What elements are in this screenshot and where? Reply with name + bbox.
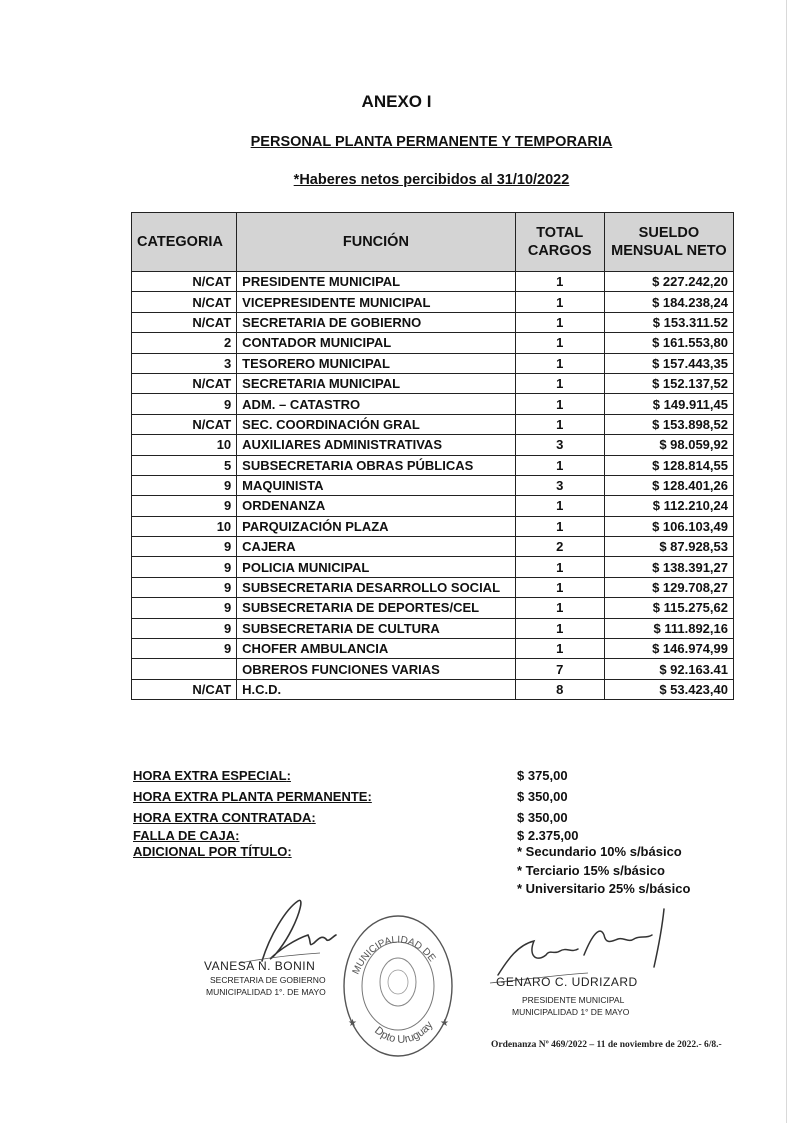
cell-funcion: SUBSECRETARIA DE DEPORTES/CEL bbox=[237, 598, 515, 618]
municipal-seal bbox=[340, 908, 456, 1058]
handwritten-signature-icon bbox=[200, 895, 360, 965]
svg-text:★: ★ bbox=[440, 1018, 449, 1029]
cell-sueldo: $ 227.242,20 bbox=[604, 272, 733, 292]
cell-funcion: SECRETARIA DE GOBIERNO bbox=[237, 312, 515, 332]
table-row bbox=[132, 333, 734, 353]
list-item: * Secundario 10% s/básico bbox=[517, 844, 682, 859]
cell-funcion: SUBSECRETARIA DE CULTURA bbox=[237, 618, 515, 638]
cell-funcion: OBREROS FUNCIONES VARIAS bbox=[237, 659, 515, 679]
signer-title: PRESIDENTE MUNICIPAL bbox=[522, 995, 625, 1005]
table-row bbox=[132, 475, 734, 495]
cell-categoria: N/CAT bbox=[132, 272, 237, 292]
cell-total-cargos: 1 bbox=[515, 577, 604, 597]
cell-total-cargos: 1 bbox=[515, 333, 604, 353]
cell-categoria: N/CAT bbox=[132, 312, 237, 332]
signature-block-left bbox=[200, 895, 360, 1025]
table-row bbox=[132, 496, 734, 516]
table-row bbox=[132, 272, 734, 292]
cell-sueldo: $ 87.928,53 bbox=[604, 537, 733, 557]
cell-categoria: 9 bbox=[132, 557, 237, 577]
table-row bbox=[132, 557, 734, 577]
extra-row-hora-especial bbox=[133, 768, 733, 786]
cell-categoria: 9 bbox=[132, 537, 237, 557]
document-title: ANEXO I bbox=[361, 92, 432, 111]
cell-categoria: 9 bbox=[132, 394, 237, 414]
table-row bbox=[132, 598, 734, 618]
cell-sueldo: $ 161.553,80 bbox=[604, 333, 733, 353]
cell-sueldo: $ 92.163.41 bbox=[604, 659, 733, 679]
cell-sueldo: $ 111.892,16 bbox=[604, 618, 733, 638]
cell-categoria: 9 bbox=[132, 639, 237, 659]
cell-categoria: 9 bbox=[132, 598, 237, 618]
cell-total-cargos: 1 bbox=[515, 414, 604, 434]
cell-funcion: CONTADOR MUNICIPAL bbox=[237, 333, 515, 353]
cell-total-cargos: 1 bbox=[515, 516, 604, 536]
document-subtitle: PERSONAL PLANTA PERMANENTE Y TEMPORARIA bbox=[250, 134, 613, 150]
cell-funcion: AUXILIARES ADMINISTRATIVAS bbox=[237, 435, 515, 455]
cell-sueldo: $ 138.391,27 bbox=[604, 557, 733, 577]
cell-funcion: POLICIA MUNICIPAL bbox=[237, 557, 515, 577]
signer-organization: MUNICIPALIDAD 1°. DE MAYO bbox=[206, 987, 326, 997]
svg-text:★: ★ bbox=[348, 1018, 357, 1029]
extra-value: $ 350,00 bbox=[517, 810, 568, 825]
signer-name: GENARO C. UDRIZARD bbox=[496, 975, 638, 989]
cell-total-cargos: 2 bbox=[515, 537, 604, 557]
cell-funcion: ADM. – CATASTRO bbox=[237, 394, 515, 414]
cell-funcion: MAQUINISTA bbox=[237, 475, 515, 495]
cell-categoria: 9 bbox=[132, 577, 237, 597]
cell-funcion: ORDENANZA bbox=[237, 496, 515, 516]
table-row bbox=[132, 394, 734, 414]
table-row bbox=[132, 537, 734, 557]
table-body bbox=[132, 272, 734, 700]
extra-label: HORA EXTRA CONTRATADA: bbox=[133, 810, 316, 825]
table-row bbox=[132, 414, 734, 434]
table-row bbox=[132, 353, 734, 373]
table-row bbox=[132, 639, 734, 659]
table-row bbox=[132, 679, 734, 699]
table-row bbox=[132, 373, 734, 393]
cell-sueldo: $ 157.443,35 bbox=[604, 353, 733, 373]
cell-total-cargos: 8 bbox=[515, 679, 604, 699]
table-row bbox=[132, 292, 734, 312]
extra-row-hora-contratada bbox=[133, 810, 733, 828]
footer-ordinance: Ordenanza Nº 469/2022 – 11 de noviembre de 2022.- 6/8.- bbox=[491, 1040, 722, 1050]
cell-total-cargos: 1 bbox=[515, 496, 604, 516]
cell-total-cargos: 1 bbox=[515, 272, 604, 292]
cell-funcion: CAJERA bbox=[237, 537, 515, 557]
table-row bbox=[132, 435, 734, 455]
cell-funcion: PARQUIZACIÓN PLAZA bbox=[237, 516, 515, 536]
cell-sueldo: $ 153.311.52 bbox=[604, 312, 733, 332]
cell-funcion: PRESIDENTE MUNICIPAL bbox=[237, 272, 515, 292]
cell-total-cargos: 1 bbox=[515, 373, 604, 393]
cell-total-cargos: 1 bbox=[515, 618, 604, 638]
cell-total-cargos: 1 bbox=[515, 455, 604, 475]
table-row bbox=[132, 659, 734, 679]
cell-sueldo: $ 53.423,40 bbox=[604, 679, 733, 699]
cell-total-cargos: 1 bbox=[515, 394, 604, 414]
cell-total-cargos: 7 bbox=[515, 659, 604, 679]
cell-sueldo: $ 106.103,49 bbox=[604, 516, 733, 536]
salary-table bbox=[131, 212, 734, 700]
adicional-list bbox=[517, 844, 777, 900]
table-row bbox=[132, 516, 734, 536]
cell-total-cargos: 1 bbox=[515, 312, 604, 332]
table-header-row bbox=[132, 213, 734, 272]
signer-title: SECRETARIA DE GOBIERNO bbox=[210, 975, 326, 985]
cell-total-cargos: 3 bbox=[515, 475, 604, 495]
table-row bbox=[132, 312, 734, 332]
cell-categoria: 10 bbox=[132, 516, 237, 536]
column-header-categoria: CATEGORIA bbox=[132, 213, 237, 272]
cell-sueldo: $ 153.898,52 bbox=[604, 414, 733, 434]
svg-text:MUNICIPALIDAD DE bbox=[351, 935, 438, 977]
cell-funcion: VICEPRESIDENTE MUNICIPAL bbox=[237, 292, 515, 312]
handwritten-signature-icon bbox=[488, 905, 688, 985]
cell-categoria: 9 bbox=[132, 618, 237, 638]
cell-total-cargos: 1 bbox=[515, 639, 604, 659]
cell-total-cargos: 1 bbox=[515, 557, 604, 577]
extra-row-hora-permanente bbox=[133, 789, 733, 807]
column-header-sueldo: SUELDO MENSUAL NETO bbox=[604, 213, 733, 272]
cell-sueldo: $ 146.974,99 bbox=[604, 639, 733, 659]
signature-block-right bbox=[488, 905, 688, 1035]
cell-sueldo: $ 128.814,55 bbox=[604, 455, 733, 475]
list-item: * Universitario 25% s/básico bbox=[517, 881, 691, 896]
page-edge-line bbox=[786, 0, 787, 1123]
cell-sueldo: $ 149.911,45 bbox=[604, 394, 733, 414]
cell-sueldo: $ 112.210,24 bbox=[604, 496, 733, 516]
seal-top-text: MUNICIPALIDAD DE bbox=[350, 934, 438, 977]
table-row bbox=[132, 455, 734, 475]
cell-categoria: N/CAT bbox=[132, 414, 237, 434]
cell-sueldo: $ 98.059,92 bbox=[604, 435, 733, 455]
cell-funcion: CHOFER AMBULANCIA bbox=[237, 639, 515, 659]
extra-label: FALLA DE CAJA: bbox=[133, 828, 240, 843]
extra-value: $ 375,00 bbox=[517, 768, 568, 783]
cell-categoria: N/CAT bbox=[132, 292, 237, 312]
document-date-note: *Haberes netos percibidos al 31/10/2022 bbox=[293, 172, 570, 188]
cell-categoria: 2 bbox=[132, 333, 237, 353]
cell-categoria: 3 bbox=[132, 353, 237, 373]
cell-categoria: 10 bbox=[132, 435, 237, 455]
cell-total-cargos: 1 bbox=[515, 598, 604, 618]
signer-organization: MUNICIPALIDAD 1° DE MAYO bbox=[512, 1007, 630, 1017]
extra-label: HORA EXTRA ESPECIAL: bbox=[133, 768, 291, 783]
seal-stamp-icon bbox=[340, 908, 456, 1058]
extra-label: HORA EXTRA PLANTA PERMANENTE: bbox=[133, 789, 372, 804]
cell-categoria: N/CAT bbox=[132, 373, 237, 393]
cell-funcion: SUBSECRETARIA OBRAS PÚBLICAS bbox=[237, 455, 515, 475]
signer-name: VANESA N. BONIN bbox=[204, 959, 316, 973]
cell-categoria: 9 bbox=[132, 475, 237, 495]
cell-sueldo: $ 115.275,62 bbox=[604, 598, 733, 618]
cell-funcion: SECRETARIA MUNICIPAL bbox=[237, 373, 515, 393]
column-header-funcion: FUNCIÓN bbox=[237, 213, 515, 272]
cell-total-cargos: 1 bbox=[515, 353, 604, 373]
cell-total-cargos: 3 bbox=[515, 435, 604, 455]
cell-categoria: 5 bbox=[132, 455, 237, 475]
cell-funcion: SUBSECRETARIA DESARROLLO SOCIAL bbox=[237, 577, 515, 597]
cell-total-cargos: 1 bbox=[515, 292, 604, 312]
seal-bottom-text: Dpto Uruguay bbox=[372, 1019, 436, 1046]
cell-sueldo: $ 128.401,26 bbox=[604, 475, 733, 495]
cell-sueldo: $ 129.708,27 bbox=[604, 577, 733, 597]
cell-categoria bbox=[132, 659, 237, 679]
table-row bbox=[132, 577, 734, 597]
extra-value: $ 350,00 bbox=[517, 789, 568, 804]
svg-text:Dpto Uruguay bbox=[372, 1019, 436, 1046]
cell-sueldo: $ 152.137,52 bbox=[604, 373, 733, 393]
cell-categoria: N/CAT bbox=[132, 679, 237, 699]
cell-sueldo: $ 184.238,24 bbox=[604, 292, 733, 312]
cell-funcion: SEC. COORDINACIÓN GRAL bbox=[237, 414, 515, 434]
extra-value: $ 2.375,00 bbox=[517, 828, 579, 843]
table-row bbox=[132, 618, 734, 638]
cell-categoria: 9 bbox=[132, 496, 237, 516]
column-header-total-cargos: TOTAL CARGOS bbox=[515, 213, 604, 272]
cell-funcion: TESORERO MUNICIPAL bbox=[237, 353, 515, 373]
extra-label: ADICIONAL POR TÍTULO: bbox=[133, 844, 292, 859]
list-item: * Terciario 15% s/básico bbox=[517, 862, 665, 878]
cell-funcion: H.C.D. bbox=[237, 679, 515, 699]
